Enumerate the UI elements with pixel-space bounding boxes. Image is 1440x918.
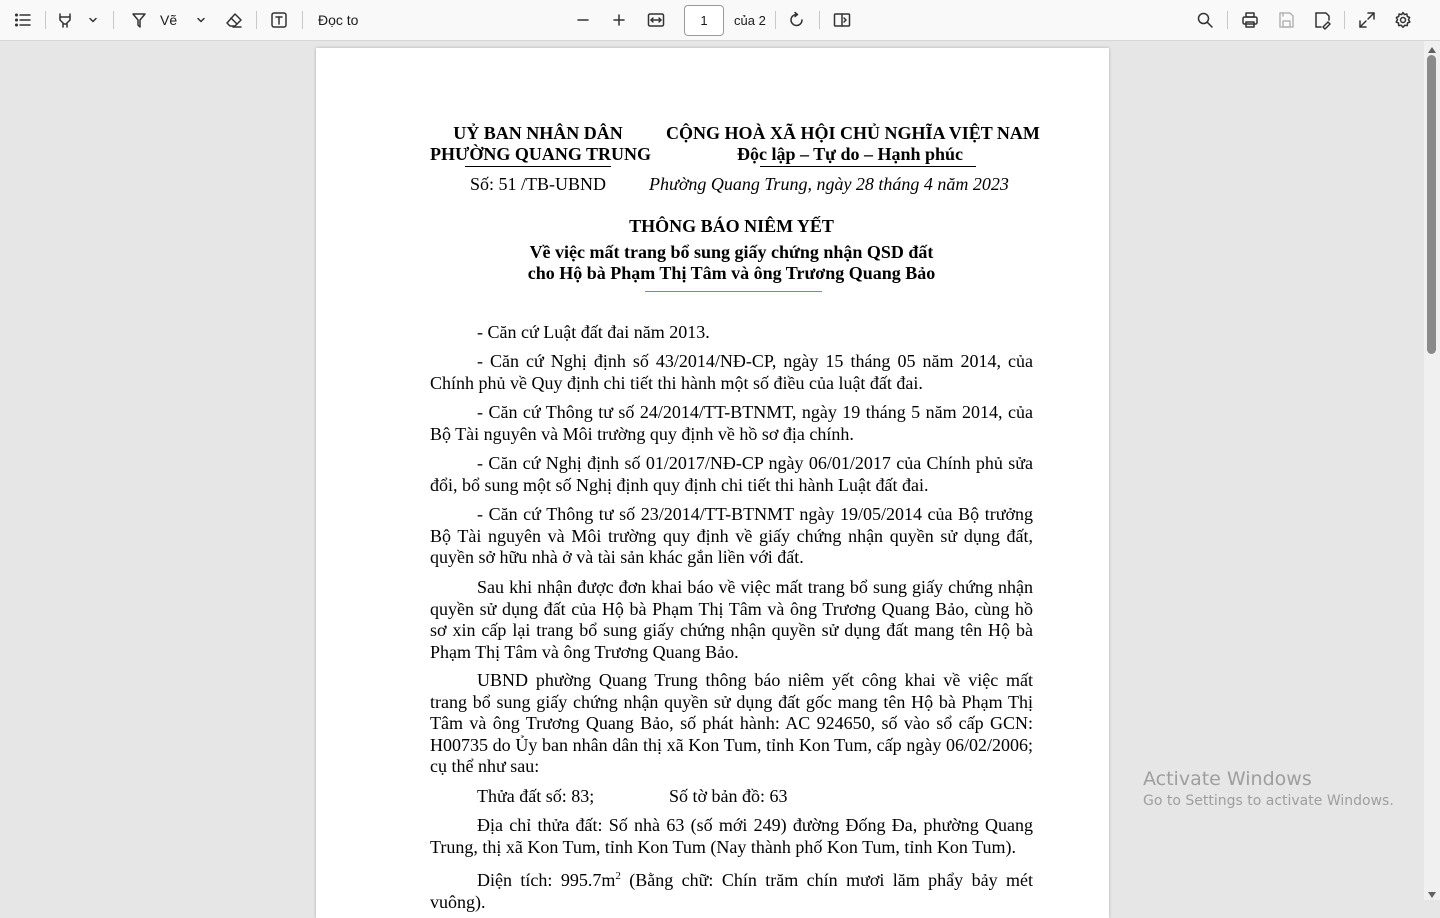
document-number: Số: 51 /TB-UBND: [470, 174, 607, 194]
area-text: Diện tích: 995.7m: [477, 870, 616, 890]
right-header-line-2: Độc lập – Tự do – Hạnh phúc: [736, 144, 964, 164]
pen-icon: [130, 11, 148, 29]
chevron-down-icon: [196, 15, 206, 25]
toolbar-divider: [302, 11, 303, 29]
paragraph-4: - Căn cứ Nghị định số 01/2017/NĐ-CP ngày 06/01/2017 của Chính phủ sửa đổi, bổ sung một số Nghị định quy định chi tiết thi hành Luật đất đai.: [430, 453, 1033, 495]
printer-icon: [1241, 11, 1259, 29]
contents-button[interactable]: [10, 6, 36, 34]
activation-watermark: [1143, 768, 1394, 809]
left-header-line-1: UỶ BAN NHÂN DÂN: [453, 123, 623, 143]
expand-icon: [1358, 11, 1376, 29]
print-button[interactable]: [1238, 6, 1262, 34]
toolbar-divider: [45, 11, 46, 29]
draw-button[interactable]: [130, 6, 190, 34]
paragraph-3: - Căn cứ Thông tư số 24/2014/TT-BTNMT, ngày 19 tháng 5 năm 2014, của Bộ Tài nguyên và Môi trường quy định về hồ sơ địa chính.: [430, 402, 1033, 444]
two-page-view-icon: [833, 11, 851, 29]
highlight-button[interactable]: [54, 6, 76, 34]
vertical-scrollbar[interactable]: [1424, 41, 1440, 900]
scroll-down-arrow[interactable]: [1428, 892, 1436, 898]
place-date: Phường Quang Trung, ngày 28 tháng 4 năm 2023: [649, 174, 1009, 194]
highlight-options-dropdown[interactable]: [84, 6, 102, 34]
read-aloud-button[interactable]: [312, 6, 370, 34]
document-page: [316, 48, 1109, 918]
gear-icon: [1394, 11, 1412, 29]
highlighter-icon: [56, 11, 74, 29]
paragraph-8: Địa chỉ thửa đất: Số nhà 63 (số mới 249) đường Đống Đa, phường Quang Trung, thị xã Kon Tum, tỉnh Kon Tum (Nay thành phố Kon Tum, tỉnh Kon Tum).: [430, 815, 1033, 857]
search-button[interactable]: [1193, 6, 1217, 34]
erase-button[interactable]: [222, 6, 246, 34]
paragraph-5: - Căn cứ Thông tư số 23/2014/TT-BTNMT ngày 19/05/2014 của Bộ trưởng Bộ Tài nguyên và Môi trường quy định về giấy chứng nhận quyền sử dụng đất, quyền sở hữu nhà ở và tài sản khác gắn liền với đất.: [430, 504, 1033, 567]
toolbar-divider: [256, 11, 257, 29]
page-total-label: của 2: [734, 13, 766, 28]
paragraph-6: Sau khi nhận được đơn khai báo về việc mất trang bổ sung giấy chứng nhận quyền sử dụng đất của Hộ bà Phạm Thị Tâm và ông Trương Quang Bảo, cùng hồ sơ xin cấp lại trang bổ sung giấy chứng nhận quyền sử dụng đất mang tên Hộ bà Phạm Thị Tâm và ông Trương Quang Bảo.: [430, 577, 1033, 662]
list-icon: [14, 11, 32, 29]
document-title: THÔNG BÁO NIÊM YẾT: [629, 216, 834, 236]
right-header-underline: [760, 166, 976, 167]
chevron-down-icon: [88, 15, 98, 25]
watermark-title: Activate Windows: [1143, 768, 1312, 790]
paragraph-2: - Căn cứ Nghị định số 43/2014/NĐ-CP, ngày 15 tháng 05 năm 2014, của Chính phủ về Quy định chi tiết thi hành một số điều của luật đất đai.: [430, 351, 1033, 393]
full-screen-button[interactable]: [1355, 6, 1379, 34]
paragraph-1: - Căn cứ Luật đất đai năm 2013.: [477, 322, 710, 342]
scroll-up-arrow[interactable]: [1428, 47, 1436, 53]
save-icon: [1277, 11, 1295, 29]
zoom-out-button[interactable]: [571, 6, 595, 34]
paragraph-9: [430, 866, 1033, 913]
add-text-button[interactable]: [267, 6, 291, 34]
map-sheet-number: Số tờ bản đồ: 63: [669, 786, 788, 806]
fit-to-width-button[interactable]: [643, 6, 669, 34]
draw-options-dropdown[interactable]: [192, 6, 210, 34]
toolbar-divider: [1227, 11, 1228, 29]
rotate-icon: [788, 11, 806, 29]
parcel-number: Thửa đất số: 83;: [477, 786, 595, 806]
search-icon: [1196, 11, 1214, 29]
scroll-thumb[interactable]: [1427, 55, 1436, 354]
toolbar-divider: [819, 11, 820, 29]
paragraph-7: UBND phường Quang Trung thông báo niêm yết công khai về việc mất trang bổ sung giấy chứng nhận quyền sử dụng đất gốc mang tên Hộ bà Phạm Thị Tâm và ông Trương Quang Bảo, số phát hành: AC 924650, số vào sổ cấp GCN: H00735 do Ủy ban nhân dân thị xã Kon Tum, tỉnh Kon Tum, cấp ngày 06/02/2006; cụ thể như sau:: [430, 670, 1033, 776]
left-header-underline: [465, 166, 611, 167]
save-as-button[interactable]: [1310, 6, 1334, 34]
title-divider: [645, 291, 822, 292]
page-view-button[interactable]: [829, 6, 855, 34]
pdf-toolbar: [0, 0, 1440, 41]
read-aloud-label: Đọc to: [318, 12, 359, 28]
watermark-subtitle: Go to Settings to activate Windows.: [1143, 793, 1394, 809]
area-superscript: 2: [615, 870, 621, 882]
toolbar-divider: [775, 11, 776, 29]
toolbar-divider: [1344, 11, 1345, 29]
toolbar-divider: [113, 11, 114, 29]
fit-width-icon: [647, 11, 665, 29]
document-subtitle-2: cho Hộ bà Phạm Thị Tâm và ông Trương Quang Bảo: [527, 263, 936, 283]
area-in-words: (Bằng chữ: Chín trăm chín mươi lăm phẩy bảy mét vuông).: [430, 870, 1033, 912]
right-header-line-1: CỘNG HOÀ XÃ HỘI CHỦ NGHĨA VIỆT NAM: [666, 123, 1040, 143]
save-as-icon: [1313, 11, 1331, 29]
eraser-icon: [225, 11, 243, 29]
zoom-in-button[interactable]: [607, 6, 631, 34]
rotate-button[interactable]: [785, 6, 809, 34]
left-header-line-2: PHƯỜNG QUANG TRUNG: [430, 144, 652, 164]
save-button[interactable]: [1274, 6, 1298, 34]
text-box-icon: [270, 11, 288, 29]
minus-icon: [574, 11, 592, 29]
draw-label: Vẽ: [160, 12, 178, 28]
plus-icon: [610, 11, 628, 29]
page-number-input[interactable]: [684, 5, 724, 36]
document-subtitle-1: Về việc mất trang bổ sung giấy chứng nhận QSD đất: [529, 242, 934, 262]
settings-button[interactable]: [1391, 6, 1415, 34]
